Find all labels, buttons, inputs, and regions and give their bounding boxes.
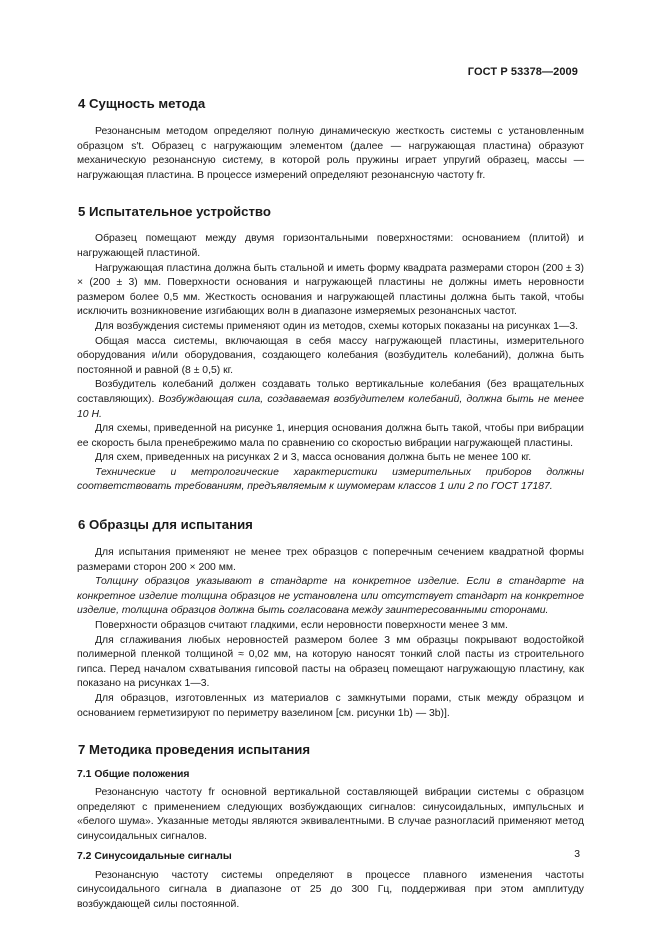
section-5-title: 5 Испытательное устройство (78, 204, 271, 220)
section-5-paragraph-3: Для возбуждения системы применяют один из методов, схемы которых показаны на рисунках 1—3. (95, 320, 579, 332)
section-5-paragraph-5 (77, 378, 584, 422)
section-6-paragraph-3: Поверхности образцов считают гладкими, если неровности поверхности менее 3 мм. (95, 620, 508, 632)
section-6-paragraph-5: Для образцов, изготовленных из материалов с замкнутыми порами, стык между образцом и основанием герметизируют по периметру вазелином [см. рисунки 1b) — 3b)]. (77, 693, 584, 719)
section-6-paragraph-2: Толщину образцов указывают в стандарте на конкретное изделие. Если в стандарте на конкретное изделие толщина образцов не установлена или отсутствует стандарт на конкретное изделие, толщина образцов должна быть согласована между заинтересованными сторонами. (77, 576, 584, 617)
section-7-2-paragraph: Резонансную частоту системы определяют в процессе плавного изменения частоты синусоидального сигнала в диапазоне от 25 до 300 Гц, поддерживая при этом амплитуду возбуждающей силы постоянной. (77, 869, 584, 910)
section-5-paragraph-2: Нагружающая пластина должна быть стальной и иметь форму квадрата размерами сторон (200 ± 3) × (200 ± 3) мм. Поверхности основания и нагружающей пластины не должны иметь неровности размером более 0,5 мм. Жесткость основания и нагружающей пластины должна быть такой, чтобы исключить возникновение изгибающих волн в диапазоне измеряемых резонансных частот. (77, 262, 584, 318)
section-5-paragraph-1: Образец помещают между двумя горизонтальными поверхностями: основанием (плитой) и нагружающей пластиной. (77, 233, 584, 259)
subsection-7-1-title: 7.1 Общие положения (77, 769, 190, 781)
section-7-title: 7 Методика проведения испытания (78, 742, 311, 758)
section-6-title: 6 Образцы для испытания (78, 517, 253, 533)
section-5-paragraph-4: Общая масса системы, включающая в себя массу нагружающей пластины, измерительного оборудования и/или оборудования, создающего колебания (возбудитель колебаний), должна быть постоянной и равной (8 ± 0,5) кг. (77, 335, 584, 376)
section-5-paragraph-7: Для схем, приведенных на рисунках 2 и 3, масса основания должна быть не менее 100 кг. (95, 452, 532, 464)
section-5-paragraph-6: Для схемы, приведенной на рисунке 1, инерция основания должна быть такой, чтобы при вибрации ее скорость была пренебрежимо мала по сравнению со скоростью вибрации нагружающей пластины. (77, 423, 584, 449)
standard-header: ГОСТ Р 53378—2009 (467, 66, 578, 78)
section-6-paragraph-1: Для испытания применяют не менее трех образцов с поперечным сечением квадратной формы размерами сторон 200 × 200 мм. (77, 547, 584, 573)
section-4-paragraph: Резонансным методом определяют полную динамическую жесткость системы с установленным образцом s′t. Образец с нагружающим элементом (далее — нагружающая пластина) образуют механическую резонансную систему, в которой роль пружины играет упругий образец, массы — нагружающая пластина. В процессе измерений определяют резонансную частоту fr. (77, 126, 584, 181)
section-4-title: 4 Сущность метода (78, 96, 206, 111)
section-5-paragraph-8: Технические и метрологические характеристики измерительных приборов должны соответствовать требованиям, предъявляемым к шумомерам классов 1 или 2 по ГОСТ 17187. (77, 466, 584, 493)
section-6-paragraph-4: Для сглаживания любых неровностей размером более 3 мм образцы покрывают водостойкой полимерной пленкой толщиной ≈ 0,02 мм, на которую наносят тонкий слой пасты из строительного гипса. Перед началом схватывания гипсовой пасты на образец помещают нагружающую пластину, как показано на рисунках 1—3. (77, 634, 584, 690)
page-content (77, 96, 584, 912)
section-5-paragraph-5-regular: Возбудитель колебаний должен создавать только вертикальные колебания (без вращательных составляющих). (77, 379, 584, 405)
page-number: 3 (574, 849, 580, 860)
section-5-paragraph-5-italic: Возбуждающая сила, создаваемая возбудителем колебаний, должна быть не менее 10 Н. (77, 393, 584, 420)
subsection-7-2-title: 7.2 Синусоидальные сигналы (77, 850, 232, 862)
section-7-1-paragraph: Резонансную частоту fr основной вертикальной составляющей вибрации системы с образцом определяют с применением следующих возбуждающих сигналов: синусоидальных, импульсных и «белого шума». Указанные методы являются эквивалентными. В случае разногласий применяют метод синусоидальных сигналов. (77, 787, 584, 842)
